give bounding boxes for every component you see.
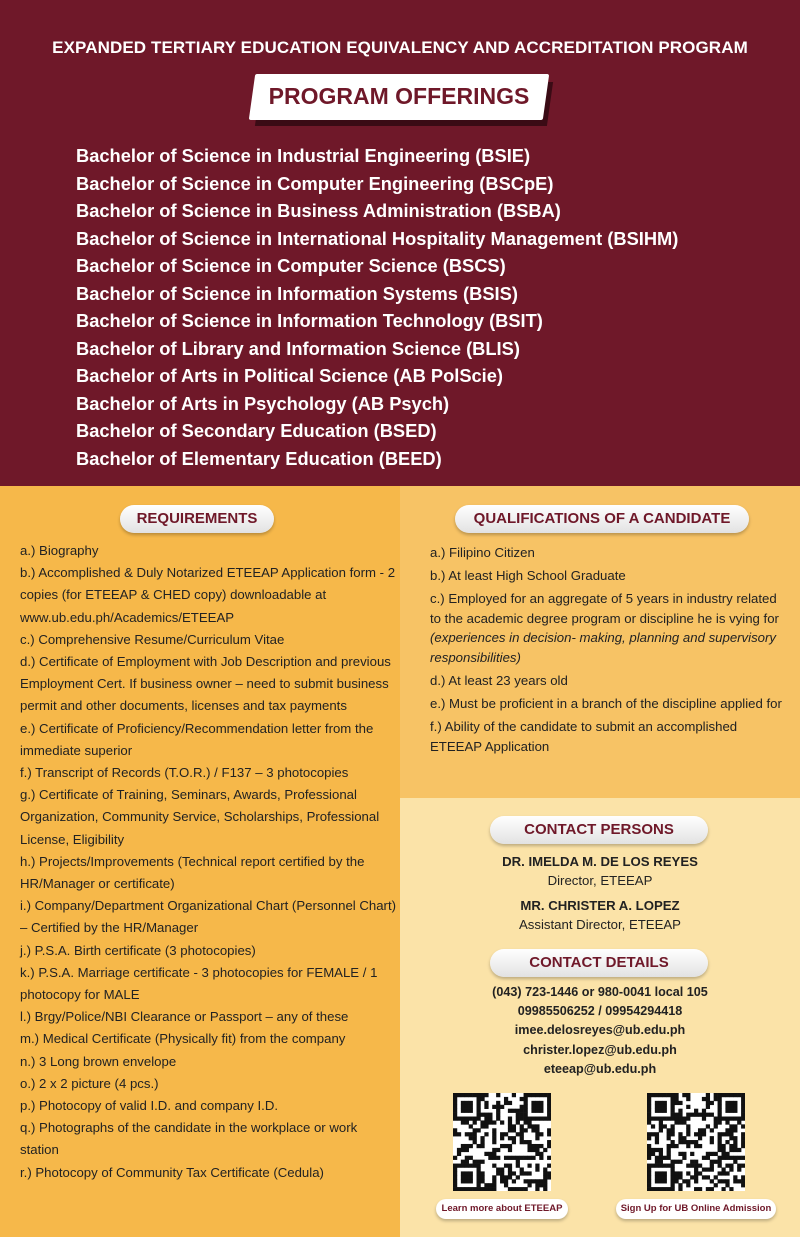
program-item: Bachelor of Science in Computer Science (BSCS)	[76, 255, 506, 276]
admission-qr-label[interactable]: Sign Up for UB Online Admission	[616, 1199, 776, 1219]
program-item: Bachelor of Arts in Psychology (AB Psych)	[76, 392, 450, 414]
contact-email-link[interactable]: imee.delosreyes@ub.edu.ph	[514, 1023, 686, 1038]
requirement-item: g.) Certificate of Training, Seminars, Awards, Professional Organization, Community Service, Scholarships, Professional License, Eligibility	[20, 787, 380, 847]
requirement-item: h.) Projects/Improvements (Technical report certified by the HR/Manager or certificate)	[20, 853, 365, 892]
program-item: Bachelor of Secondary Education (BSED)	[76, 420, 437, 441]
requirement-item: a.) Biography	[20, 543, 99, 558]
requirement-item: f.) Transcript of Records (T.O.R.) / F137 – 3 photocopies	[20, 765, 349, 781]
person-name: DR. IMELDA M. DE LOS REYES	[502, 854, 698, 869]
qualification-item: a.) Filipino Citizen	[430, 545, 535, 560]
requirement-item: p.) Photocopy of valid I.D. and company I.D.	[20, 1098, 279, 1114]
contact-details-list	[400, 983, 800, 1079]
contact-email-link[interactable]: christer.lopez@ub.edu.ph	[523, 1042, 677, 1057]
requirement-item: k.) P.S.A. Marriage certificate - 3 photocopies for FEMALE / 1 photocopy for MALE	[20, 964, 378, 1003]
program-offerings-badge	[252, 74, 552, 126]
requirement-item: c.) Comprehensive Resume/Curriculum Vitae	[20, 631, 285, 647]
requirements-heading: REQUIREMENTS	[120, 505, 274, 533]
contact-person	[400, 896, 800, 934]
contact-person	[400, 852, 800, 890]
admission-qr-code[interactable]	[647, 1093, 745, 1191]
requirement-item: l.) Brgy/Police/NBI Clearance or Passport – any of these	[20, 1009, 349, 1025]
requirement-item: q.) Photographs of the candidate in the workplace or work station	[20, 1120, 358, 1158]
requirement-item: b.) Accomplished & Duly Notarized ETEEAP Application form - 2 copies (for ETEEAP & CHED copy) downloadable at www.ub.edu.ph/Academics/ETEEAP	[20, 565, 396, 625]
program-item: Bachelor of Arts in Political Science (AB PolScie)	[76, 365, 504, 386]
qualification-item: c.) Employed for an aggregate of 5 years in industry related to the academic degree program or discipline he is vying for (experiences in decision- making, planning and supervisory responsibilities)	[430, 591, 779, 665]
person-role: Assistant Director, ETEEAP	[519, 917, 681, 932]
page-title: EXPANDED TERTIARY EDUCATION EQUIVALENCY AND ACCREDITATION PROGRAM	[52, 38, 748, 57]
person-role: Director, ETEEAP	[547, 873, 653, 888]
requirement-item: o.) 2 x 2 picture (4 pcs.)	[20, 1075, 159, 1091]
program-item: Bachelor of Science in International Hospitality Management (BSIHM)	[76, 227, 679, 249]
qualifications-list	[430, 543, 782, 760]
requirements-list	[20, 540, 398, 1184]
qualification-item: b.) At least High School Graduate	[430, 568, 626, 584]
program-item: Bachelor of Science in Business Administration (BSBA)	[76, 200, 561, 221]
qualification-item: d.) At least 23 years old	[430, 672, 568, 688]
requirement-item: n.) 3 Long brown envelope	[20, 1053, 177, 1069]
contact-phone: (043) 723-1446 or 980-0041 local 105	[492, 985, 708, 999]
eteeap-qr-label[interactable]: Learn more about ETEEAP	[436, 1199, 568, 1219]
program-offerings-section	[0, 0, 800, 486]
requirement-item: j.) P.S.A. Birth certificate (3 photocopies)	[20, 942, 256, 958]
program-item: Bachelor of Library and Information Science (BLIS)	[76, 337, 520, 359]
eteeap-qr-code[interactable]	[453, 1093, 551, 1191]
program-item: Bachelor of Science in Information Systems (BSIS)	[76, 282, 518, 304]
qualification-item: e.) Must be proficient in a branch of the discipline applied for	[430, 696, 782, 712]
requirement-item: d.) Certificate of Employment with Job Description and previous Employment Cert. If business owner – need to submit business permit and other documents, licenses and tax payments	[20, 654, 391, 714]
qualification-note: (experiences in decision- making, planning and supervisory responsibilities)	[430, 630, 776, 665]
program-item: Bachelor of Science in Industrial Engineering (BSIE)	[76, 145, 531, 166]
program-item: Bachelor of Elementary Education (BEED)	[76, 447, 442, 469]
qualifications-heading: QUALIFICATIONS OF A CANDIDATE	[455, 505, 749, 533]
contact-details-heading: CONTACT DETAILS	[490, 949, 708, 977]
contact-persons-heading: CONTACT PERSONS	[490, 816, 708, 844]
person-name: MR. CHRISTER A. LOPEZ	[520, 898, 680, 913]
contact-mobile: 09985506252 / 09954294418	[517, 1004, 683, 1019]
requirement-item: m.) Medical Certificate (Physically fit) from the company	[20, 1031, 346, 1047]
contact-email-link[interactable]: eteeap@ub.edu.ph	[543, 1061, 657, 1076]
requirement-item: r.) Photocopy of Community Tax Certificate (Cedula)	[20, 1164, 324, 1180]
requirement-item: e.) Certificate of Proficiency/Recommendation letter from the immediate superior	[20, 720, 374, 758]
program-offerings-heading: PROGRAM OFFERINGS	[268, 83, 530, 109]
requirement-item: i.) Company/Department Organizational Chart (Personnel Chart) – Certified by the HR/Manager	[20, 898, 397, 936]
qualification-item: f.) Ability of the candidate to submit an accomplished ETEEAP Application	[430, 719, 738, 754]
program-item: Bachelor of Science in Computer Engineering (BSCpE)	[76, 172, 554, 194]
program-list	[76, 142, 678, 472]
program-item: Bachelor of Science in Information Technology (BSIT)	[76, 310, 543, 331]
